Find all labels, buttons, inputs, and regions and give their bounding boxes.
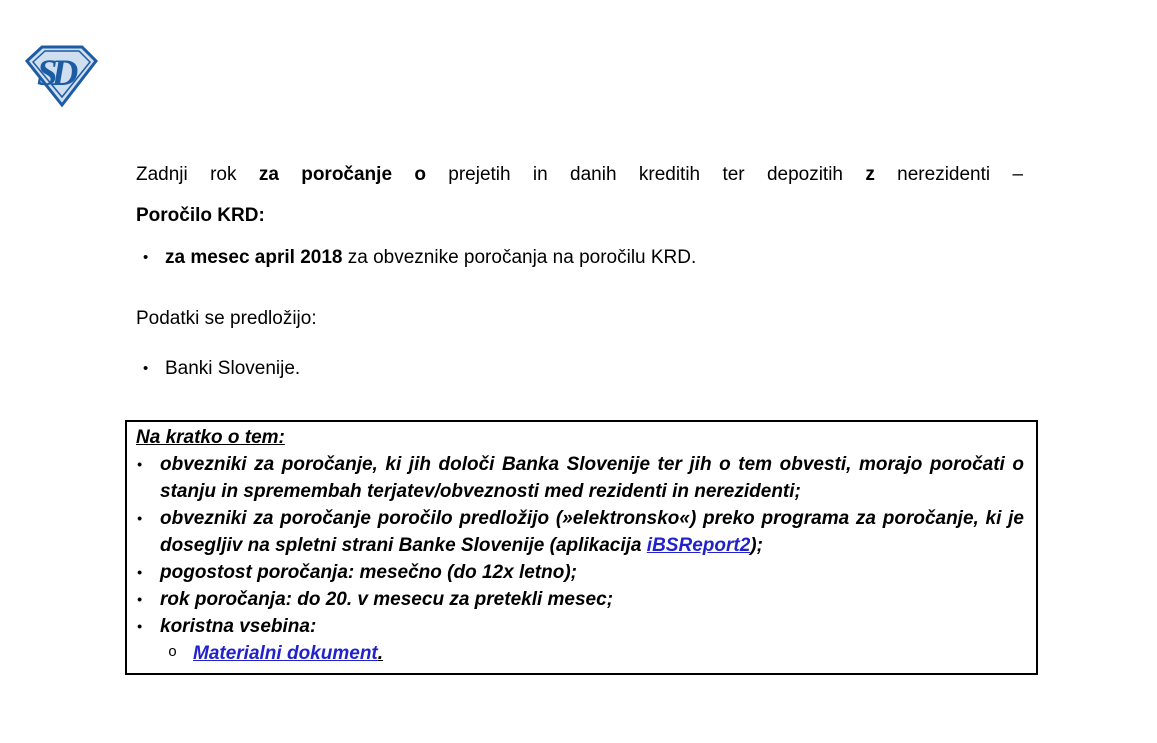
material-document-link[interactable]: Materialni dokument xyxy=(193,643,378,664)
info-item-1: obvezniki za poročanje, ki jih določi Banka Slovenije ter jih o tem obvesti, morajo poročati o stanju in spremembah terjatev/obveznosti med rezidenti in nerezidenti; xyxy=(160,454,1024,502)
list-item xyxy=(136,613,1024,640)
banki-bullet-item xyxy=(143,357,1023,381)
april-bullet-bold: za mesec april 2018 xyxy=(165,247,343,268)
list-item xyxy=(136,559,1024,586)
bullet-icon: • xyxy=(143,360,149,377)
info-box-title: Na kratko o tem: xyxy=(136,427,285,448)
april-bullet-item xyxy=(143,246,1023,270)
ibsreport2-link[interactable]: iBSReport2 xyxy=(646,535,751,556)
intro-line1 xyxy=(136,163,1023,187)
intro-seg: nerezidenti – xyxy=(874,164,1024,185)
bullet-icon: • xyxy=(137,618,142,634)
material-document-wrap xyxy=(193,640,383,667)
april-bullet-text xyxy=(165,246,696,270)
list-item xyxy=(136,451,1024,505)
bullet-icon: • xyxy=(137,564,142,580)
intro-line2: Poročilo KRD: xyxy=(136,205,265,226)
bullet-icon: • xyxy=(137,591,142,607)
info-item-2 xyxy=(160,505,1024,559)
info-box-list xyxy=(136,451,1024,667)
info-item-5: koristna vsebina: xyxy=(160,616,317,637)
info-item-4: rok poročanja: do 20. v mesecu za pretekli mesec; xyxy=(160,589,614,610)
submission-heading: Podatki se predložijo: xyxy=(136,308,317,329)
intro-seg-bold: za poročanje o xyxy=(258,164,426,185)
info-box xyxy=(125,420,1038,675)
circle-bullet-icon: o xyxy=(168,644,178,661)
bullet-icon: • xyxy=(143,249,149,266)
info-item-2-post: ); xyxy=(750,535,763,556)
banki-bullet-text: Banki Slovenije. xyxy=(165,358,301,379)
list-item xyxy=(136,586,1024,613)
intro-seg: prejetih in danih kreditih ter depozitih xyxy=(425,164,866,185)
bullet-icon: • xyxy=(137,510,142,526)
logo-letters: SD xyxy=(37,53,73,94)
info-item-2-text: obvezniki za poročanje poročilo predložijo (»elektronsko«) preko programa za poročanje, ki je dosegljiv na spletni strani Banke Slovenije (aplikacija xyxy=(160,508,1024,556)
intro-seg-bold: z xyxy=(865,164,875,185)
sub-item-period: . xyxy=(377,643,384,664)
intro-seg: Zadnji rok xyxy=(136,164,259,185)
info-item-3: pogostost poročanja: mesečno (do 12x letno); xyxy=(160,562,577,583)
bullet-icon: • xyxy=(137,456,142,472)
sd-logo xyxy=(24,44,100,108)
april-bullet-regular: za obveznike poročanja na poročilu KRD. xyxy=(342,247,697,268)
sub-list-item xyxy=(136,640,1024,667)
sd-shield-icon xyxy=(24,44,100,108)
list-item xyxy=(136,505,1024,559)
